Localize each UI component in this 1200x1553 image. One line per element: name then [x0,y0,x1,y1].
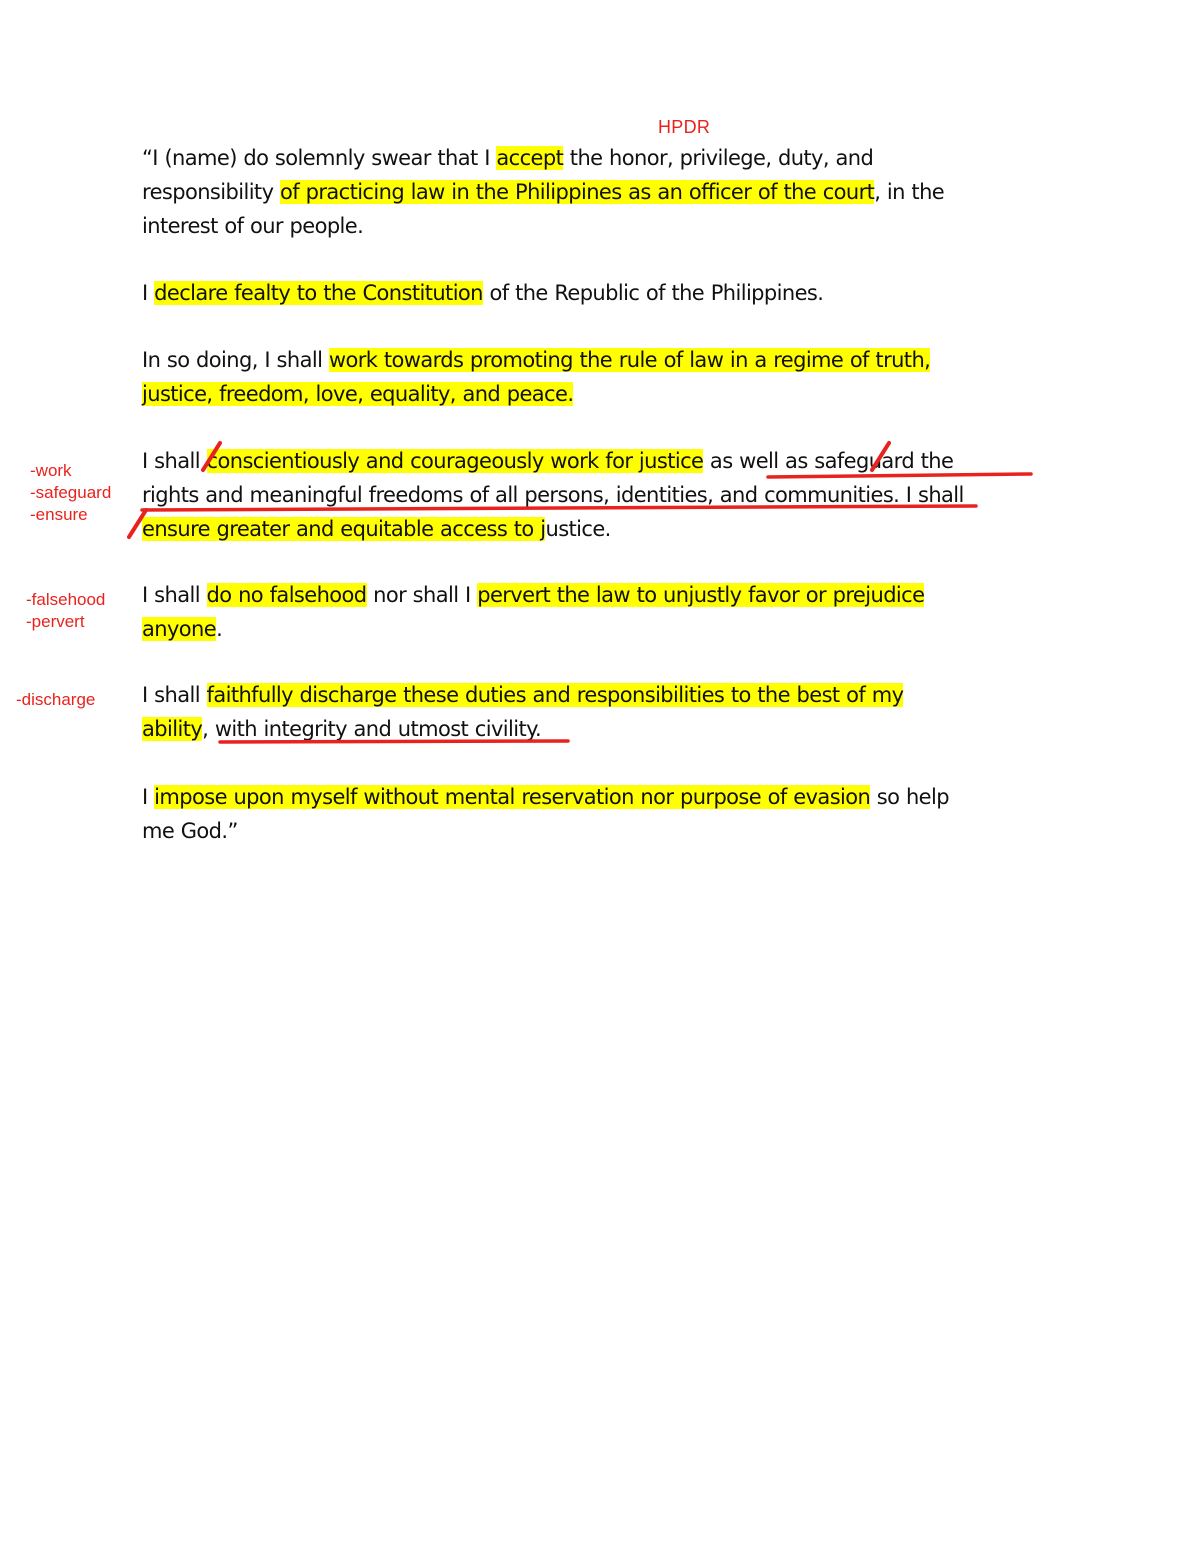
text-line [142,712,1062,746]
text-line [142,276,1062,310]
text-run: I shall [142,449,207,473]
oath-paragraph-1 [142,141,1062,243]
text-run: , in the [874,180,945,204]
highlighted-text: accept [496,146,564,170]
text-run: In so doing, I shall [142,348,329,372]
text-line [142,343,1062,377]
text-run: interest of our people. [142,214,364,238]
text-line [142,209,1062,243]
oath-paragraph-4 [142,444,1062,546]
highlighted-text: ability [142,717,203,741]
highlighted-text: declare fealty to the Constitution [154,281,483,305]
text-line [142,612,1062,646]
highlighted-text: impose upon myself without mental reservation nor purpose of evasion [154,785,871,809]
header-mark: HPDR [658,117,711,137]
text-run: . [216,617,223,641]
text-line [142,814,1062,848]
margin-notes-group-3 [16,689,95,711]
text-run: so help [870,785,949,809]
text-run: I shall [142,683,207,707]
margin-note: -ensure [30,505,88,524]
highlighted-text: conscientiously and courageously work for justice [206,449,704,473]
oath-paragraph-2 [142,276,1062,310]
text-line [142,175,1062,209]
highlighted-text: justice, freedom, love, equality, and peace. [142,382,574,406]
text-run: me God.” [142,819,238,843]
oath-paragraph-6 [142,678,1062,746]
text-line [142,578,1062,612]
text-run: “I (name) do solemnly swear that I [142,146,497,170]
text-line [142,478,1062,512]
text-run: I [142,281,155,305]
text-run: responsibility [142,180,280,204]
highlighted-text: of practicing law in the Philippines as an officer of the court [279,180,875,204]
text-run: the honor, privilege, duty, and [563,146,874,170]
text-run: as well as safeguard the [703,449,954,473]
text-run: ustice. [545,517,611,541]
margin-notes-group-1 [30,460,111,526]
margin-note: -pervert [26,612,85,631]
margin-note: -falsehood [26,590,106,609]
text-run: I [142,785,155,809]
highlighted-text: work towards promoting the rule of law in a regime of truth, [328,348,931,372]
text-run: rights and meaningful freedoms of all persons, identities, and communities. I shall [142,483,964,507]
text-line [142,780,1062,814]
highlighted-text: do no falsehood [206,583,367,607]
oath-paragraph-7 [142,780,1062,848]
text-line [142,512,1062,546]
highlighted-text: faithfully discharge these duties and responsibilities to the best of my [206,683,904,707]
text-line [142,377,1062,411]
margin-note: -work [30,461,72,480]
oath-paragraph-5 [142,578,1062,646]
text-line [142,141,1062,175]
highlighted-text: pervert the law to unjustly favor or prejudice [477,583,925,607]
text-run: , with integrity and utmost civility. [202,717,542,741]
text-run: nor shall I [366,583,478,607]
margin-note: -discharge [16,690,96,709]
text-line [142,678,1062,712]
highlighted-text: anyone [142,617,217,641]
highlighted-text: ensure greater and equitable access to j [142,517,546,541]
margin-notes-group-2 [26,589,105,633]
text-run: of the Republic of the Philippines. [482,281,824,305]
oath-paragraph-3 [142,343,1062,411]
margin-note: -safeguard [30,483,112,502]
text-line [142,444,1062,478]
text-run: I shall [142,583,207,607]
